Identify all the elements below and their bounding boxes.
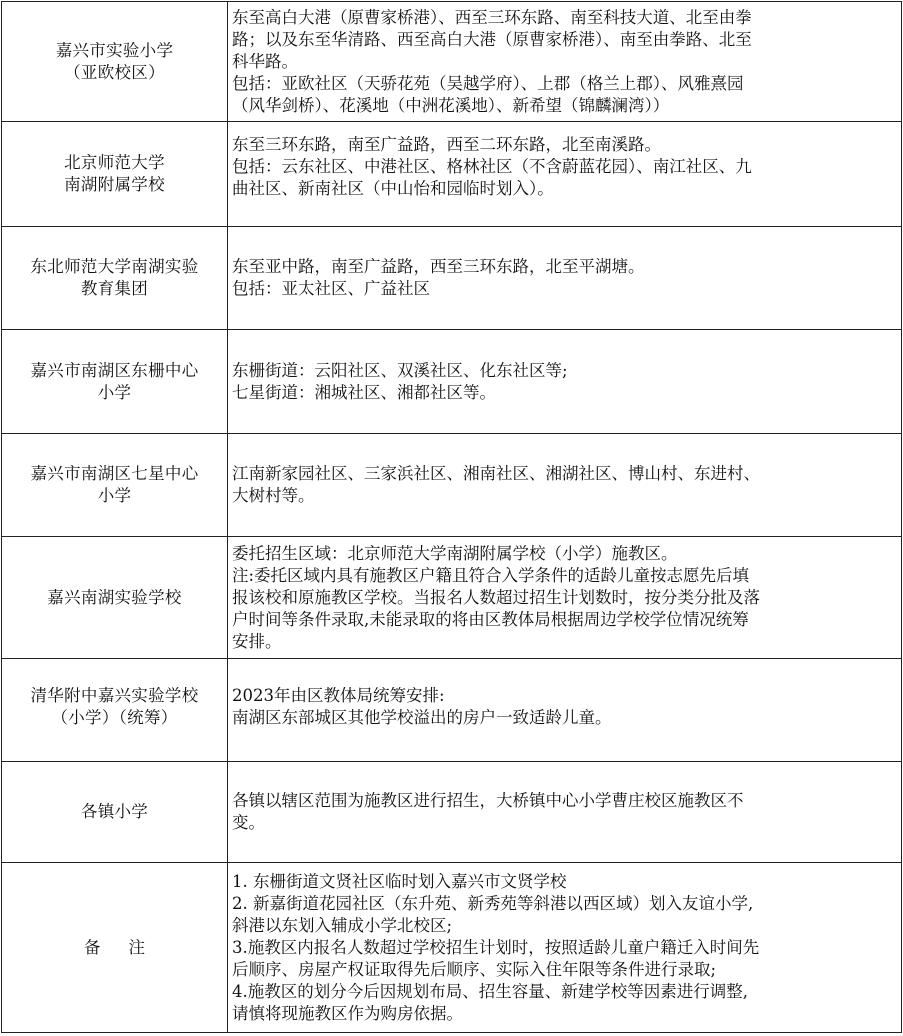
district-description-cell bbox=[228, 227, 902, 330]
school-name-line: 东北师范大学南湖实验 bbox=[30, 257, 199, 276]
school-name-cell bbox=[2, 2, 228, 122]
district-description-line: 科华路。 bbox=[232, 51, 298, 71]
district-description-line: 东栅街道：云阳社区、双溪社区、化东社区等; bbox=[232, 360, 568, 380]
table-row bbox=[2, 863, 902, 1033]
district-description-line: 包括：亚太社区、广益社区 bbox=[232, 279, 430, 298]
school-name-line: 小学 bbox=[97, 382, 132, 402]
district-description-line: 大树村等。 bbox=[232, 486, 315, 505]
table-row bbox=[2, 434, 902, 537]
district-description-line: 包括：云东社区、中港社区、格林社区（不含蔚蓝花园）、南江社区、九 bbox=[232, 157, 752, 176]
remarks-line: 1. 东栅街道文贤社区临时划入嘉兴市文贤学校 bbox=[232, 871, 567, 891]
school-name-cell bbox=[2, 122, 228, 227]
school-name-line: 小学 bbox=[97, 486, 132, 505]
district-description-line: 户时间等条件录取,未能录取的将由区教体局根据周边学校学位情况统筹 bbox=[232, 609, 749, 629]
district-description-line: 2023年由区教体局统筹安排: bbox=[232, 686, 445, 705]
table-row bbox=[2, 2, 902, 122]
district-description-line: 安排。 bbox=[232, 631, 282, 651]
district-description-line: 东至三环东路，南至广益路，西至二环东路，北至南溪路。 bbox=[232, 135, 661, 154]
table-row bbox=[2, 762, 902, 863]
district-description-cell bbox=[228, 659, 902, 762]
remarks-line: 请慎将现施教区作为购房依据。 bbox=[232, 1003, 463, 1023]
district-description-line: 东至高白大港（原曹家桥港）、西至三环东路、南至科技大道、北至由拳 bbox=[232, 7, 752, 27]
school-name-cell bbox=[2, 434, 228, 537]
district-description-cell bbox=[228, 762, 902, 863]
district-description-line: 包括：亚欧社区（天骄花苑（吴越学府）、上郡（格兰上郡）、风雅熹园 bbox=[232, 73, 744, 93]
remarks-line: 3.施教区内报名人数超过学校招生计划时，按照适龄儿童户籍迁入时间先 bbox=[232, 937, 760, 957]
school-district-table bbox=[1, 1, 902, 1033]
school-name-line: 嘉兴市实验小学 bbox=[55, 40, 174, 60]
remarks-line: 4.施教区的划分今后因规划布局、招生容量、新建学校等因素进行调整, bbox=[232, 981, 748, 1001]
table-row bbox=[2, 537, 902, 659]
district-description-line: 路；以及东至华清路、西至高白大港（原曹家桥港）、南至由拳路、北至 bbox=[232, 29, 752, 49]
school-name-line: 嘉兴市南湖区七星中心 bbox=[30, 464, 199, 483]
district-description-line: （风华剑桥）、花溪地（中洲花溪地）、新希望（锦麟澜湾）） bbox=[232, 95, 670, 115]
table-row bbox=[2, 122, 902, 227]
remarks-description-cell bbox=[228, 863, 902, 1033]
district-description-line: 委托招生区域：北京师范大学南湖附属学校（小学）施教区。 bbox=[232, 543, 678, 563]
school-name-line: （亚欧校区） bbox=[64, 62, 165, 82]
table-row bbox=[2, 330, 902, 434]
district-description-line: 江南新家园社区、三家浜社区、湘南社区、湘湖社区、博山村、东进村、 bbox=[232, 464, 760, 483]
school-name-line: 北京师范大学 bbox=[64, 153, 165, 172]
district-description-line: 曲社区、新南社区（中山怡和园临时划入）。 bbox=[232, 179, 554, 198]
school-name-line: 清华附中嘉兴实验学校 bbox=[30, 686, 199, 705]
district-description-cell bbox=[228, 122, 902, 227]
district-description-cell bbox=[228, 2, 902, 122]
school-name-cell bbox=[2, 762, 228, 863]
remarks-title: 备注 bbox=[84, 937, 173, 957]
table-row bbox=[2, 659, 902, 762]
school-name-line: （小学）（统筹） bbox=[51, 708, 178, 727]
school-name-line: 南湖附属学校 bbox=[64, 175, 165, 194]
district-description-line: 各镇以辖区范围为施教区进行招生，大桥镇中心小学曹庄校区施教区不 bbox=[232, 791, 744, 810]
school-name-line: 教育集团 bbox=[80, 279, 149, 298]
school-name-cell bbox=[2, 330, 228, 434]
remarks-line: 斜港以东划入辅成小学北校区; bbox=[232, 915, 453, 935]
district-description-line: 注:委托区域内具有施教区户籍且符合入学条件的适龄儿童按志愿先后填 bbox=[232, 565, 750, 585]
school-name-cell bbox=[2, 659, 228, 762]
school-name-cell bbox=[2, 537, 228, 659]
table-row bbox=[2, 227, 902, 330]
district-description-line: 七星街道：湘城社区、湘都社区等。 bbox=[232, 382, 496, 402]
remarks-line: 后顺序、房屋产权证取得先后顺序、实际入住年限等条件进行录取; bbox=[232, 959, 717, 979]
district-description-cell bbox=[228, 434, 902, 537]
district-description-line: 南湖区东部城区其他学校溢出的房户一致适龄儿童。 bbox=[232, 708, 612, 727]
school-name-line: 嘉兴南湖实验学校 bbox=[47, 587, 182, 607]
school-name-line: 各镇小学 bbox=[80, 802, 149, 821]
district-description-cell bbox=[228, 330, 902, 434]
remarks-line: 2. 新嘉街道花园社区（东升苑、新秀苑等斜港以西区域）划入友谊小学, bbox=[232, 893, 754, 913]
school-name-line: 嘉兴市南湖区东栅中心 bbox=[30, 360, 199, 380]
district-description-line: 东至亚中路，南至广益路，西至三环东路，北至平湖塘。 bbox=[232, 257, 645, 276]
school-name-cell bbox=[2, 227, 228, 330]
district-description-line: 报该校和原施教区学校。当报名人数超过招生计划数时，按分类分批及落 bbox=[232, 587, 760, 607]
district-description-cell bbox=[228, 537, 902, 659]
district-description-line: 变。 bbox=[232, 813, 265, 832]
remarks-title-cell bbox=[2, 863, 228, 1033]
